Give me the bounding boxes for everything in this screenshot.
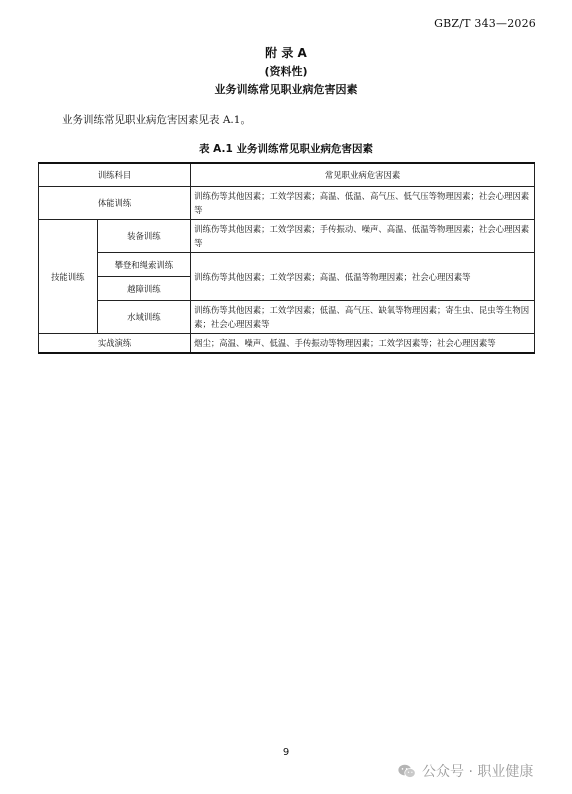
- header-subject: 训练科目: [39, 163, 191, 187]
- page-number: 9: [282, 747, 290, 758]
- appendix-label: 附 录 A: [265, 46, 307, 60]
- table-caption: 表 A.1 业务训练常见职业病危害因素: [199, 143, 373, 155]
- table-row: [39, 220, 535, 253]
- appendix-nature: (资料性): [264, 65, 308, 78]
- row-physical-hazards: 训练伤等其他因素；工效学因素；高温、低温、高气压、低气压等物理因素；社会心理因素等: [191, 187, 535, 220]
- header-hazards: 常见职业病危害因素: [191, 163, 535, 187]
- row-climbing-obstacle-hazards: 训练伤等其他因素；工效学因素；高温、低温等物理因素；社会心理因素等: [191, 253, 535, 301]
- watermark-text: 公众号 · 职业健康: [422, 764, 534, 780]
- table-row: [39, 187, 535, 220]
- row-equipment-hazards: 训练伤等其他因素；工效学因素；手传振动、噪声、高温、低温等物理因素；社会心理因素等: [191, 220, 535, 253]
- appendix-title: 业务训练常见职业病危害因素: [214, 83, 358, 96]
- wechat-icon: [398, 764, 416, 779]
- row-climbing-name: 攀登和绳索训练: [97, 253, 191, 277]
- intro-paragraph: 业务训练常见职业病危害因素见表 A.1。: [62, 114, 251, 126]
- table-row: [39, 301, 535, 334]
- row-combat-name: 实战演练: [39, 334, 191, 354]
- row-equipment-name: 装备训练: [97, 220, 191, 253]
- watermark: [398, 761, 533, 781]
- row-water-hazards: 训练伤等其他因素；工效学因素；低温、高气压、缺氧等物理因素；寄生虫、昆虫等生物因素；社会心理因素等: [191, 301, 535, 334]
- row-water-name: 水域训练: [97, 301, 191, 334]
- table-row: [39, 334, 535, 354]
- standard-code: GBZ/T 343—2026: [434, 17, 536, 30]
- row-obstacle-name: 越障训练: [97, 277, 191, 301]
- row-skill-name: 技能训练: [39, 220, 98, 334]
- table-header-row: [39, 163, 535, 187]
- hazards-table: [38, 162, 535, 354]
- row-combat-hazards: 烟尘；高温、噪声、低温、手传振动等物理因素；工效学因素等；社会心理因素等: [191, 334, 535, 354]
- row-physical-name: 体能训练: [39, 187, 191, 220]
- table-row: [39, 253, 535, 277]
